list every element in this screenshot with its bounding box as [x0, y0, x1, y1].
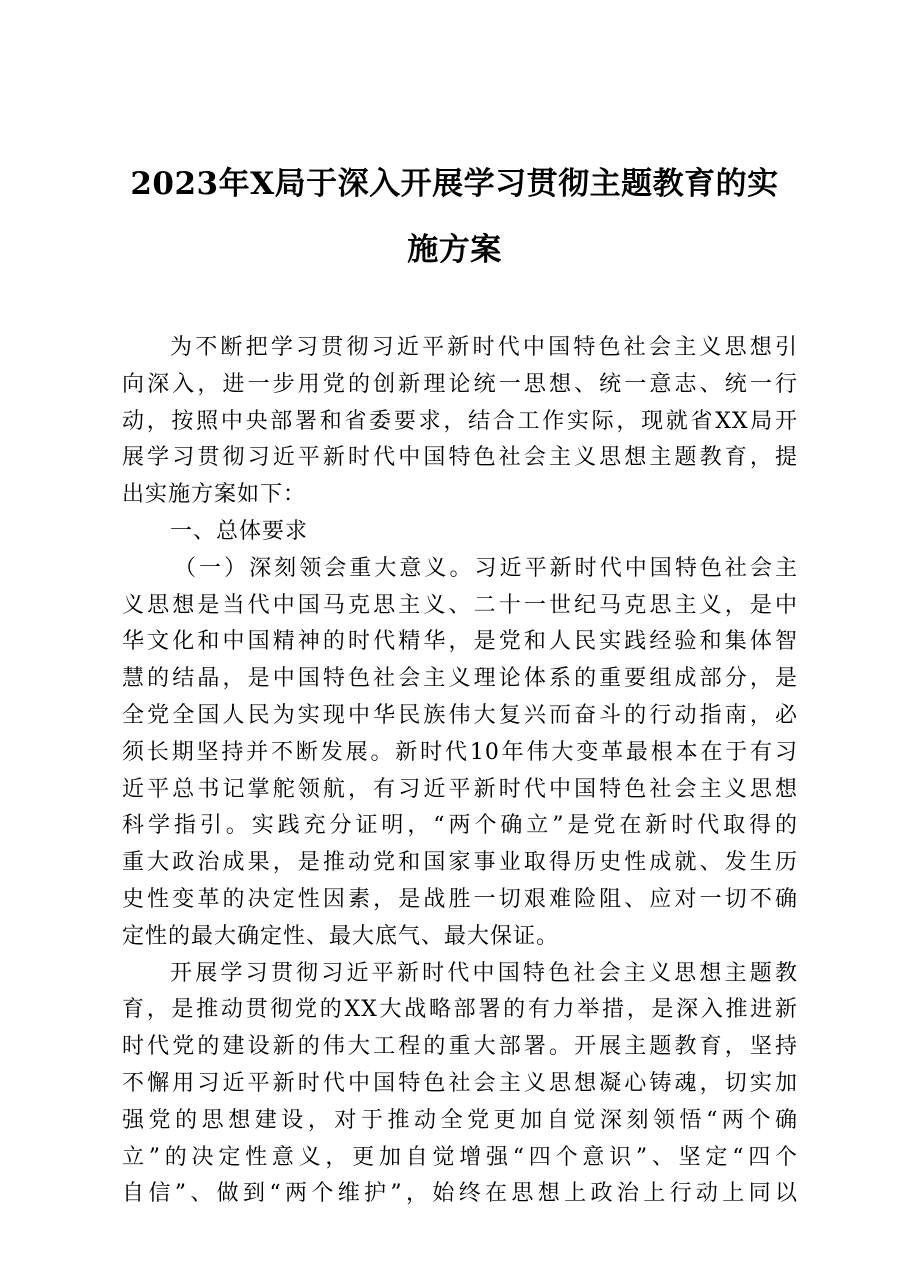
paragraph-line: 开展学习贯彻习近平新时代中国特色社会主义思想主题教	[170, 960, 798, 986]
section-heading: 一、总体要求	[170, 518, 309, 544]
paragraph-line: 立”的决定性意义，更加自觉增强“四个意识”、坚定“四个	[122, 1144, 798, 1170]
paragraph-line: 自信”、做到“两个维护”，始终在思想上政治上行动上同以	[122, 1181, 798, 1207]
paragraph-line: 重大政治成果，是推动党和国家事业取得历史性成就、发生历	[122, 850, 798, 876]
document-body	[122, 330, 798, 1213]
paragraph-line: 强党的思想建设，对于推动全党更加自觉深刻领悟“两个确	[122, 1107, 798, 1133]
paragraph-line: 不懈用习近平新时代中国特色社会主义思想凝心铸魂，切实加	[122, 1070, 798, 1096]
paragraph-line: 义思想是当代中国马克思主义、二十一世纪马克思主义，是中	[122, 592, 798, 618]
paragraph-line: 近平总书记掌舵领航，有习近平新时代中国特色社会主义思想	[122, 776, 798, 802]
paragraph-line: 史性变革的决定性因素，是战胜一切艰难险阻、应对一切不确	[122, 886, 798, 912]
paragraph-line: 华文化和中国精神的时代精华，是党和人民实践经验和集体智	[122, 629, 798, 655]
paragraph-line: 出实施方案如下：	[122, 482, 307, 508]
paragraph-line: 慧的结晶，是中国特色社会主义理论体系的重要组成部分，是	[122, 666, 798, 692]
paragraph-line: 时代党的建设新的伟大工程的重大部署。开展主题教育，坚持	[122, 1034, 798, 1060]
document-title-line-1: 2023年X局于深入开展学习贯彻主题教育的实	[130, 166, 779, 202]
paragraph-line: 科学指引。实践充分证明，“两个确立”是党在新时代取得的	[122, 813, 798, 839]
document-title-line-2: 施方案	[407, 232, 502, 268]
paragraph-line: 须长期坚持并不断发展。新时代10年伟大变革最根本在于有习	[122, 739, 798, 765]
paragraph-line: （一）深刻领会重大意义。习近平新时代中国特色社会主	[174, 555, 798, 581]
paragraph-line: 动，按照中央部署和省委要求，结合工作实际，现就省XX局开	[122, 408, 798, 434]
paragraph-line: 为不断把学习贯彻习近平新时代中国特色社会主义思想引	[170, 335, 798, 360]
paragraph-line: 育，是推动贯彻党的XX大战略部署的有力举措，是深入推进新	[122, 997, 798, 1023]
paragraph-line: 定性的最大确定性、最大底气、最大保证。	[122, 923, 560, 949]
paragraph-line: 展学习贯彻习近平新时代中国特色社会主义思想主题教育，提	[122, 445, 798, 471]
paragraph-line: 向深入，进一步用党的创新理论统一思想、统一意志、统一行	[122, 371, 798, 397]
paragraph-line: 全党全国人民为实现中华民族伟大复兴而奋斗的行动指南，必	[122, 702, 798, 728]
